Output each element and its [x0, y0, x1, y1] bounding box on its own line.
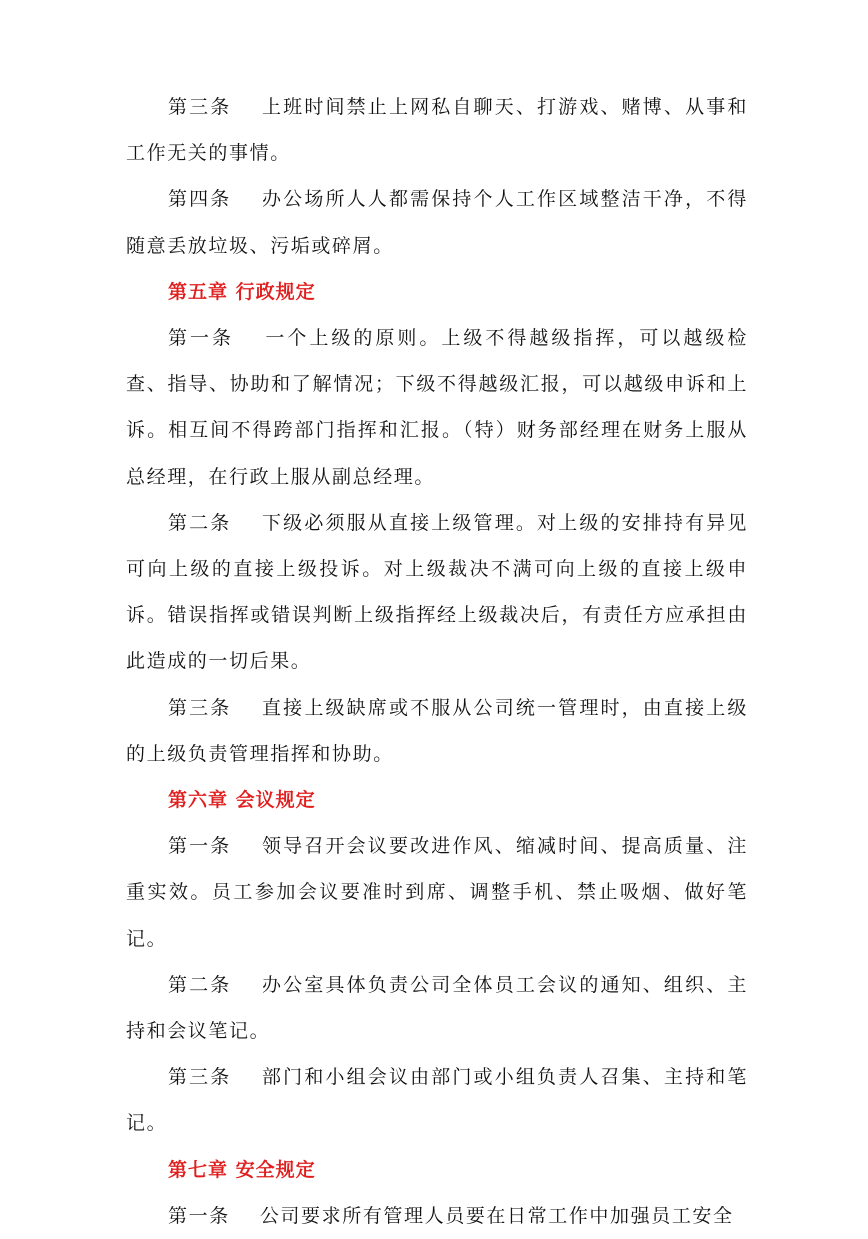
article-paragraph [126, 315, 748, 500]
chapter-heading [126, 1147, 748, 1193]
article-text: 直接上级缺席或不服从公司统一管理时，由直接上级的上级负责管理指挥和协助。 [126, 696, 748, 765]
article-paragraph [126, 685, 748, 777]
chapter-number: 第五章 [168, 280, 229, 303]
chapter-title: 会议规定 [235, 789, 316, 812]
article-text: 下级必须服从直接上级管理。对上级的安排持有异见可向上级的直接上级投诉。对上级裁决不满可向上级的直接上级申诉。错误指挥或错误判断上级指挥经上级裁决后，有责任方应承担由此造成的一切后果。 [126, 511, 748, 673]
article-text: 上班时间禁止上网私自聊天、打游戏、赌博、从事和工作无关的事情。 [126, 96, 748, 165]
article-label: 第一条 [168, 835, 232, 858]
article-label: 第二条 [168, 511, 232, 534]
article-paragraph [126, 500, 748, 685]
article-paragraph [126, 823, 748, 962]
article-text: 部门和小组会议由部门或小组负责人召集、主持和笔记。 [126, 1066, 748, 1135]
article-paragraph [126, 1054, 748, 1146]
article-text: 一个上级的原则。上级不得越级指挥，可以越级检查、指导、协助和了解情况；下级不得越级汇报，可以越级申诉和上诉。相互间不得跨部门指挥和汇报。（特）财务部经理在财务上服从总经理，在行政上服从副总经理。 [126, 327, 748, 488]
article-label: 第一条 [168, 327, 234, 350]
article-paragraph [126, 176, 748, 268]
article-label: 第一条 [168, 1204, 230, 1227]
article-label: 第三条 [168, 96, 232, 118]
chapter-heading [126, 269, 748, 315]
article-text: 领导召开会议要改进作风、缩减时间、提高质量、注重实效。员工参加会议要准时到席、调整手机、禁止吸烟、做好笔记。 [126, 835, 748, 950]
chapter-heading [126, 777, 748, 823]
article-text: 公司要求所有管理人员要在日常工作中加强员工安全 [259, 1204, 734, 1227]
document-page [126, 84, 748, 1239]
article-label: 第二条 [168, 973, 232, 996]
chapter-number: 第六章 [168, 789, 229, 812]
article-paragraph [126, 84, 748, 176]
chapter-title: 安全规定 [235, 1158, 316, 1181]
article-paragraph [126, 962, 748, 1054]
article-label: 第三条 [168, 1066, 232, 1089]
article-label: 第四条 [168, 188, 232, 211]
chapter-number: 第七章 [168, 1158, 229, 1181]
article-text: 办公场所人人都需保持个人工作区域整洁干净，不得随意丢放垃圾、污垢或碎屑。 [126, 188, 748, 257]
chapter-title: 行政规定 [235, 280, 316, 303]
article-paragraph [126, 1193, 748, 1239]
article-text: 办公室具体负责公司全体员工会议的通知、组织、主持和会议笔记。 [126, 973, 748, 1043]
article-label: 第三条 [168, 696, 232, 719]
